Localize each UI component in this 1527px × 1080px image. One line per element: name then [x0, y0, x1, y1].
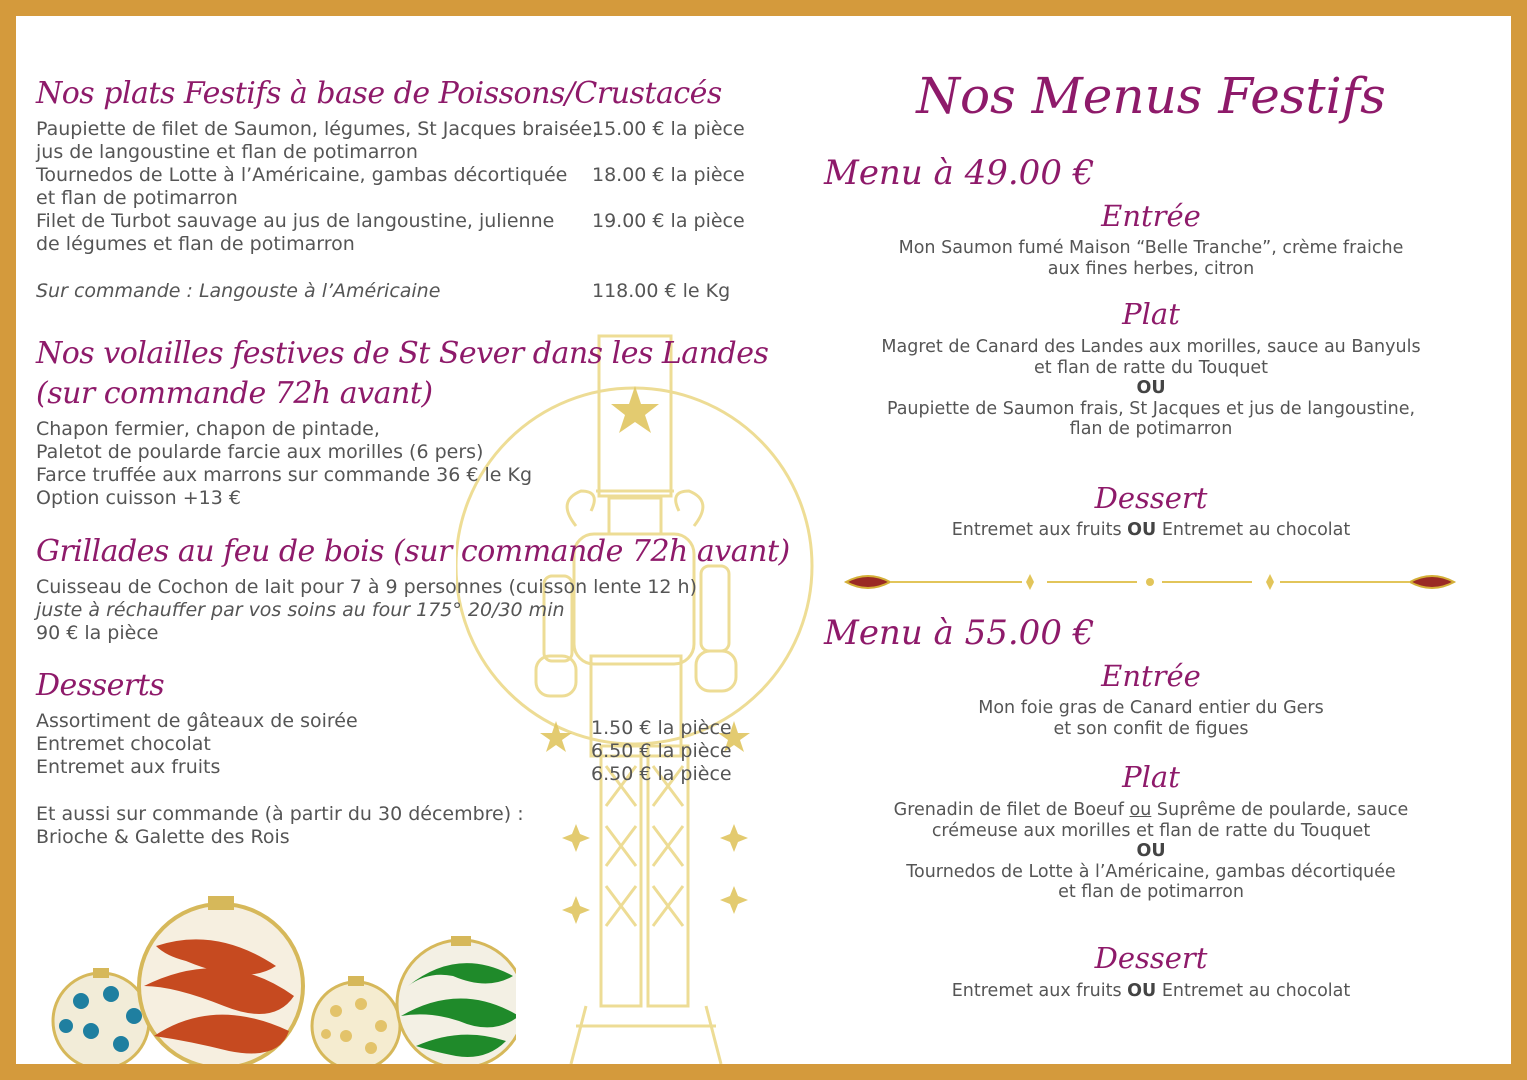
fish-item-3-price: 19.00 € la pièce: [592, 210, 745, 232]
menu-1-entree-line2: aux fines herbes, citron: [1047, 258, 1255, 279]
ornament-dotted-small: [53, 968, 149, 1064]
menu-2-dessert-label: Dessert: [1094, 941, 1208, 975]
ornament-green-swirl: [397, 936, 516, 1064]
menu-2-plat-line1a: Grenadin de filet de Boeuf: [893, 800, 1124, 820]
grill-section-title: Grillades au feu de bois (sur commande 72h avant): [36, 534, 790, 569]
gold-divider: [842, 569, 1458, 595]
menu-2-plat-label: Plat: [1122, 760, 1180, 794]
desserts-extra-line2: Brioche & Galette des Rois: [36, 826, 290, 848]
menu-1-plat-line2: et flan de ratte du Touquet: [1033, 357, 1269, 378]
menu-2-plat-line2: crémeuse aux morilles et flan de ratte du Touquet: [931, 820, 1371, 841]
ornament-gold-dotted: [312, 976, 400, 1064]
fish-item-2-line1: Tournedos de Lotte à l’Américaine, gambas décortiquée: [36, 164, 568, 186]
grill-line-3: 90 € la pièce: [36, 622, 159, 644]
menu-2-plat-line1b: Suprême de poularde, sauce: [1156, 800, 1409, 820]
menu-1-entree-line1: Mon Saumon fumé Maison “Belle Tranche”, crème fraiche: [898, 238, 1404, 258]
fish-special-price: 118.00 € le Kg: [592, 280, 731, 302]
menu-1-plat-line4: flan de potimarron: [1069, 419, 1233, 439]
menu-1-entree-label: Entrée: [1101, 199, 1201, 233]
fish-item-1-line2: jus de langoustine et flan de potimarron: [36, 141, 418, 163]
fish-item-2-price: 18.00 € la pièce: [592, 164, 745, 186]
menu-page: [16, 16, 1511, 1064]
menu-2-entree-line2: et son confit de figues: [1053, 718, 1249, 739]
menu-2-plat-line1: [866, 800, 1436, 821]
dessert-item-3-name: Entremet aux fruits: [36, 756, 221, 778]
poultry-line-2: Paletot de poularde farcie aux morilles (6 pers): [36, 441, 484, 463]
menu-1-plat-ou: OU: [1136, 378, 1166, 398]
dessert-item-1-price: 1.50 € la pièce: [591, 717, 732, 739]
menu-1-dessert-b: Entremet au chocolat: [1161, 520, 1351, 540]
fish-item-1-line1: Paupiette de filet de Saumon, légumes, St Jacques braisée,: [36, 118, 599, 140]
menu-2-title: Menu à 55.00 €: [824, 613, 1095, 653]
menu-2-plat-line3: Tournedos de Lotte à l’Américaine, gambas décortiquée: [906, 861, 1396, 882]
desserts-section-title: Desserts: [36, 668, 165, 703]
menu-2-entree-text: [866, 698, 1436, 739]
fish-special-text: Sur commande : Langouste à l’Américaine: [36, 280, 441, 302]
poultry-line-4: Option cuisson +13 €: [36, 487, 241, 509]
christmas-ornaments: [36, 876, 516, 1064]
fish-section-title: Nos plats Festifs à base de Poissons/Crustacés: [36, 76, 722, 111]
menu-2-dessert-a: Entremet aux fruits: [951, 981, 1122, 1001]
grill-line-2: juste à réchauffer par vos soins au four 175° 20/30 min: [36, 599, 565, 621]
menu-2-plat-text: [866, 800, 1436, 903]
menu-2-plat-line1-ou: ou: [1129, 800, 1152, 820]
dessert-item-1-name: Assortiment de gâteaux de soirée: [36, 710, 358, 732]
fish-item-3-line2: de légumes et flan de potimarron: [36, 233, 355, 255]
menu-2-dessert-text: [866, 981, 1436, 1002]
menu-2-entree-label: Entrée: [1101, 659, 1201, 693]
dessert-item-2-name: Entremet chocolat: [36, 733, 211, 755]
fish-item-3-line1: Filet de Turbot sauvage au jus de langoustine, julienne: [36, 210, 555, 232]
poultry-section-title: Nos volailles festives de St Sever dans les Landes: [36, 336, 769, 371]
menu-2-plat-line4: et flan de potimarron: [1058, 882, 1244, 902]
dessert-item-2-price: 6.50 € la pièce: [591, 740, 732, 762]
menu-1-dessert-text: [866, 520, 1436, 541]
menu-2-dessert-b: Entremet au chocolat: [1161, 981, 1351, 1001]
menu-1-plat-line1: Magret de Canard des Landes aux morilles, sauce au Banyuls: [881, 337, 1421, 357]
menu-1-plat-text: [866, 337, 1436, 440]
menu-1-dessert-a: Entremet aux fruits: [951, 520, 1122, 540]
desserts-extra-line1: Et aussi sur commande (à partir du 30 décembre) :: [36, 803, 524, 825]
poultry-line-1: Chapon fermier, chapon de pintade,: [36, 418, 380, 440]
menu-1-dessert-ou: OU: [1127, 520, 1157, 540]
menu-2-plat-ou: OU: [1136, 841, 1166, 861]
menu-1-entree-text: [866, 238, 1436, 279]
ornament-red-swirl: [139, 896, 303, 1064]
fish-item-2-line2: et flan de potimarron: [36, 187, 238, 209]
dessert-item-3-price: 6.50 € la pièce: [591, 763, 732, 785]
menu-1-title: Menu à 49.00 €: [824, 153, 1095, 193]
menus-title: Nos Menus Festifs: [916, 67, 1386, 125]
grill-line-1: Cuisseau de Cochon de lait pour 7 à 9 personnes (cuisson lente 12 h): [36, 576, 698, 598]
menu-2-dessert-ou: OU: [1127, 981, 1157, 1001]
poultry-line-3: Farce truffée aux marrons sur commande 36 € le Kg: [36, 464, 533, 486]
menu-1-plat-label: Plat: [1122, 297, 1180, 331]
menu-1-dessert-label: Dessert: [1094, 481, 1208, 515]
poultry-section-subtitle: (sur commande 72h avant): [36, 376, 433, 411]
menu-1-plat-line3: Paupiette de Saumon frais, St Jacques et jus de langoustine,: [886, 398, 1416, 419]
fish-item-1-price: 15.00 € la pièce: [592, 118, 745, 140]
menu-2-entree-line1: Mon foie gras de Canard entier du Gers: [978, 698, 1324, 718]
